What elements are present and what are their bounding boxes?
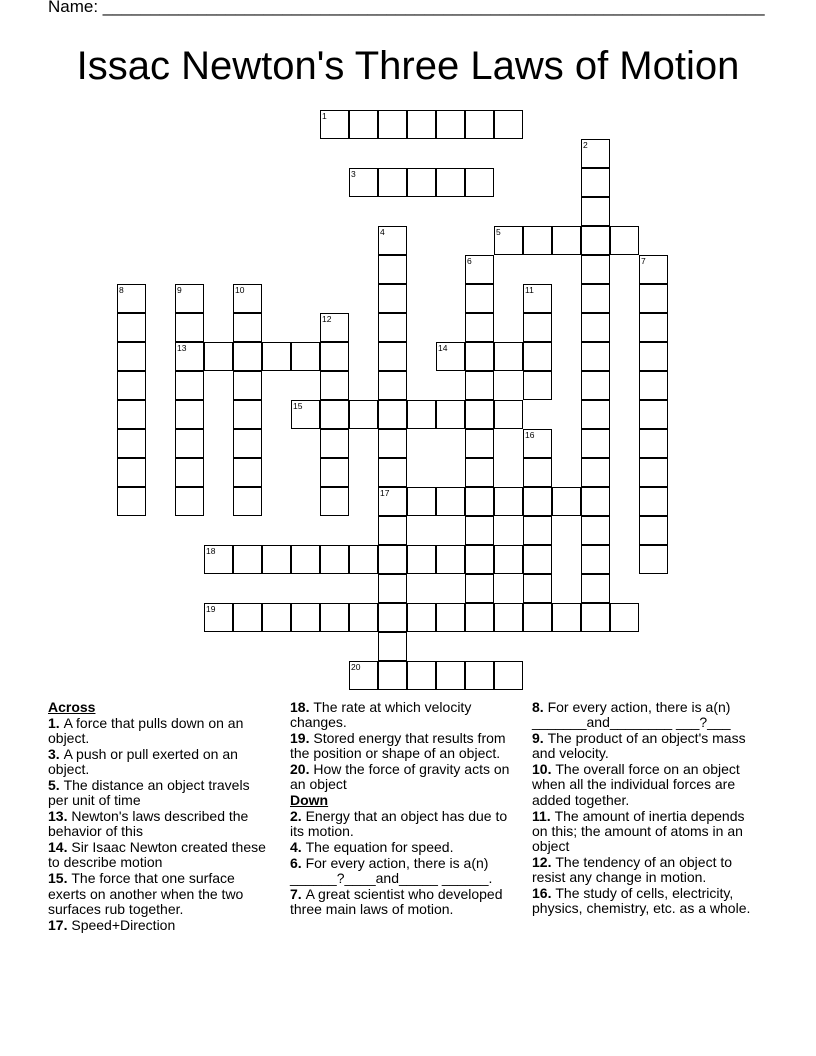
crossword-cell[interactable] [407, 400, 436, 429]
clue-number-8: 8 [119, 285, 124, 295]
crossword-cell[interactable] [436, 545, 465, 574]
crossword-cell[interactable] [581, 603, 610, 632]
down-clue-10: 10. The overall force on an object when all the individual forces are added together. [532, 761, 740, 808]
crossword-cell[interactable] [610, 603, 639, 632]
across-clue-17: 17. Speed+Direction [48, 916, 176, 933]
crossword-cell[interactable] [378, 313, 407, 342]
crossword-cell[interactable] [581, 371, 610, 400]
crossword-cell[interactable] [523, 487, 552, 516]
clue-number-14: 14 [438, 343, 448, 353]
crossword-cell[interactable] [465, 574, 494, 603]
crossword-cell[interactable] [436, 661, 465, 690]
crossword-cell[interactable] [320, 458, 349, 487]
crossword-cell[interactable] [639, 429, 668, 458]
crossword-cell[interactable] [320, 487, 349, 516]
crossword-cell[interactable] [320, 110, 349, 139]
crossword-cell[interactable] [639, 342, 668, 371]
crossword-cell[interactable] [378, 632, 407, 661]
down-heading: Down [290, 792, 329, 809]
clues-column-1 [48, 700, 270, 933]
crossword-cell[interactable] [291, 400, 320, 429]
crossword-cell[interactable] [349, 603, 378, 632]
clue-number-10: 10 [235, 285, 245, 295]
crossword-cell[interactable] [494, 342, 523, 371]
crossword-cell[interactable] [407, 603, 436, 632]
crossword-cell[interactable] [639, 545, 668, 574]
across-clue-14: 14. Sir Isaac Newton created these to describe motion [48, 839, 266, 871]
crossword-cell[interactable] [378, 342, 407, 371]
crossword-cell[interactable] [233, 313, 262, 342]
across-clue-3: 3. A push or pull exerted on an object. [48, 745, 238, 778]
crossword-cell[interactable] [175, 429, 204, 458]
crossword-cell[interactable] [407, 110, 436, 139]
clue-number-9: 9 [177, 285, 182, 295]
crossword-cell[interactable] [204, 545, 233, 574]
crossword-cell[interactable] [465, 255, 494, 284]
crossword-cell[interactable] [233, 487, 262, 516]
crossword-cell[interactable] [523, 545, 552, 574]
crossword-cell[interactable] [407, 487, 436, 516]
clue-number-18: 18 [206, 546, 216, 556]
crossword-cell[interactable] [523, 516, 552, 545]
crossword-cell[interactable] [465, 342, 494, 371]
crossword-cell[interactable] [581, 284, 610, 313]
crossword-cell[interactable] [175, 487, 204, 516]
crossword-cell[interactable] [349, 545, 378, 574]
crossword-cell[interactable] [320, 545, 349, 574]
down-clue-6: 6. For every action, there is a(n) ______?____and_____ ______. [290, 854, 493, 887]
crossword-cell[interactable] [117, 371, 146, 400]
crossword-cell[interactable] [581, 197, 610, 226]
crossword-cell[interactable] [552, 487, 581, 516]
crossword-cell[interactable] [378, 574, 407, 603]
clues-column-3 [532, 700, 754, 917]
crossword-cell[interactable] [436, 110, 465, 139]
crossword-cell[interactable] [465, 661, 494, 690]
crossword-cell[interactable] [494, 110, 523, 139]
crossword-cell[interactable] [320, 429, 349, 458]
clue-number-15: 15 [293, 401, 303, 411]
crossword-cell[interactable] [610, 226, 639, 255]
crossword-cell[interactable] [465, 458, 494, 487]
crossword-cell[interactable] [407, 661, 436, 690]
crossword-cell[interactable] [494, 400, 523, 429]
crossword-cell[interactable] [639, 400, 668, 429]
crossword-cell[interactable] [175, 400, 204, 429]
crossword-cell[interactable] [465, 516, 494, 545]
crossword-cell[interactable] [378, 284, 407, 313]
crossword-cell[interactable] [465, 313, 494, 342]
crossword-cell[interactable] [465, 429, 494, 458]
crossword-cell[interactable] [436, 342, 465, 371]
crossword-cell[interactable] [465, 603, 494, 632]
crossword-cell[interactable] [581, 342, 610, 371]
crossword-cell[interactable] [523, 226, 552, 255]
crossword-cell[interactable] [552, 603, 581, 632]
clue-number-7: 7 [641, 256, 646, 266]
crossword-cell[interactable] [117, 429, 146, 458]
crossword-cell[interactable] [639, 255, 668, 284]
crossword-cell[interactable] [117, 458, 146, 487]
crossword-cell[interactable] [581, 458, 610, 487]
crossword-cell[interactable] [523, 603, 552, 632]
crossword-cell[interactable] [639, 458, 668, 487]
crossword-cell[interactable] [465, 110, 494, 139]
across-clue-5: 5. The distance an object travels per unit of time [48, 776, 250, 809]
down-clue-9: 9. The product of an object's mass and velocity. [532, 730, 746, 762]
crossword-cell[interactable] [378, 400, 407, 429]
crossword-cell[interactable] [175, 342, 204, 371]
crossword-cell[interactable] [233, 284, 262, 313]
crossword-cell[interactable] [175, 284, 204, 313]
across-clue-1: 1. A force that pulls down on an object. [48, 714, 244, 747]
crossword-cell[interactable] [465, 487, 494, 516]
clue-number-2: 2 [583, 140, 588, 150]
crossword-cell[interactable] [581, 487, 610, 516]
crossword-cell[interactable] [349, 661, 378, 690]
clue-number-4: 4 [380, 227, 385, 237]
crossword-cell[interactable] [291, 603, 320, 632]
crossword-cell[interactable] [349, 168, 378, 197]
down-clue-8: 8. For every action, there is a(n) _______and________ ___?___ [532, 699, 731, 731]
crossword-cell[interactable] [581, 574, 610, 603]
crossword-cell[interactable] [233, 371, 262, 400]
clue-number-1: 1 [322, 111, 327, 121]
across-clue-19: 19. Stored energy that results from the position or shape of an object. [290, 730, 506, 762]
crossword-cell[interactable] [378, 110, 407, 139]
page-title: Issac Newton's Three Laws of Motion [76, 44, 740, 88]
crossword-cell[interactable] [581, 400, 610, 429]
crossword-cell[interactable] [552, 226, 581, 255]
crossword-cell[interactable] [233, 400, 262, 429]
crossword-cell[interactable] [233, 545, 262, 574]
crossword-cell[interactable] [407, 168, 436, 197]
crossword-cell[interactable] [436, 603, 465, 632]
crossword-cell[interactable] [378, 255, 407, 284]
crossword-cell[interactable] [349, 110, 378, 139]
crossword-cell[interactable] [581, 545, 610, 574]
across-heading: Across [48, 699, 96, 715]
down-clue-4: 4. The equation for speed. [290, 839, 454, 856]
crossword-cell[interactable] [378, 458, 407, 487]
crossword-cell[interactable] [117, 342, 146, 371]
crossword-cell[interactable] [523, 574, 552, 603]
clues-column-2 [290, 700, 512, 918]
crossword-cell[interactable] [378, 516, 407, 545]
crossword-cell[interactable] [320, 400, 349, 429]
crossword-cell[interactable] [117, 487, 146, 516]
crossword-cell[interactable] [204, 603, 233, 632]
crossword-cell[interactable] [581, 168, 610, 197]
crossword-cell[interactable] [523, 458, 552, 487]
crossword-cell[interactable] [494, 226, 523, 255]
crossword-cell[interactable] [523, 342, 552, 371]
crossword-cell[interactable] [523, 284, 552, 313]
crossword-cell[interactable] [233, 458, 262, 487]
crossword-cell[interactable] [639, 284, 668, 313]
crossword-cell[interactable] [407, 545, 436, 574]
crossword-cell[interactable] [262, 342, 291, 371]
crossword-cell[interactable] [581, 255, 610, 284]
crossword-cell[interactable] [465, 545, 494, 574]
crossword-cell[interactable] [378, 603, 407, 632]
name-field-label: Name: ______________________________________________________________________ [48, 0, 765, 16]
crossword-cell[interactable] [117, 313, 146, 342]
across-clue-18: 18. The rate at which velocity changes. [290, 699, 472, 731]
crossword-cell[interactable] [233, 603, 262, 632]
crossword-cell[interactable] [494, 661, 523, 690]
clue-number-17: 17 [380, 488, 390, 498]
crossword-cell[interactable] [378, 545, 407, 574]
crossword-cell[interactable] [320, 342, 349, 371]
crossword-cell[interactable] [378, 661, 407, 690]
clue-number-12: 12 [322, 314, 332, 324]
crossword-cell[interactable] [262, 603, 291, 632]
crossword-cell[interactable] [175, 458, 204, 487]
clue-number-5: 5 [496, 227, 501, 237]
clue-number-13: 13 [177, 343, 187, 353]
crossword-cell[interactable] [378, 226, 407, 255]
clue-number-20: 20 [351, 662, 361, 672]
crossword-cell[interactable] [262, 545, 291, 574]
crossword-cell[interactable] [639, 487, 668, 516]
down-clue-12: 12. The tendency of an object to resist any change in motion. [532, 853, 733, 886]
crossword-cell[interactable] [117, 284, 146, 313]
crossword-cell[interactable] [465, 284, 494, 313]
crossword-cell[interactable] [233, 342, 262, 371]
clue-number-3: 3 [351, 169, 356, 179]
crossword-cell[interactable] [117, 400, 146, 429]
crossword-cell[interactable] [436, 400, 465, 429]
down-clue-2: 2. Energy that an object has due to its motion. [290, 808, 508, 840]
crossword-cell[interactable] [465, 371, 494, 400]
crossword-cell[interactable] [233, 429, 262, 458]
crossword-cell[interactable] [436, 168, 465, 197]
crossword-cell[interactable] [639, 313, 668, 342]
crossword-cell[interactable] [378, 371, 407, 400]
down-clue-16: 16. The study of cells, electricity, physics, chemistry, etc. as a whole. [532, 885, 751, 917]
down-clue-11: 11. The amount of inertia depends on this; the amount of atoms in an object [532, 807, 745, 855]
clue-number-11: 11 [525, 285, 534, 295]
clue-number-16: 16 [525, 430, 535, 440]
crossword-cell[interactable] [436, 487, 465, 516]
crossword-cell[interactable] [494, 487, 523, 516]
clue-number-19: 19 [206, 604, 216, 614]
crossword-cell[interactable] [175, 313, 204, 342]
crossword-cell[interactable] [349, 400, 378, 429]
across-clue-15: 15. The force that one surface exerts on another when the two surfaces rub together. [48, 870, 244, 917]
crossword-cell[interactable] [494, 545, 523, 574]
crossword-cell[interactable] [320, 603, 349, 632]
crossword-cell[interactable] [639, 371, 668, 400]
across-clue-13: 13. Newton's laws described the behavior of this [48, 808, 249, 840]
crossword-cell[interactable] [523, 371, 552, 400]
crossword-cell[interactable] [581, 226, 610, 255]
crossword-cell[interactable] [320, 371, 349, 400]
crossword-cell[interactable] [465, 400, 494, 429]
across-clue-20: 20. How the force of gravity acts on an object [290, 761, 510, 793]
crossword-cell[interactable] [639, 516, 668, 545]
crossword-cell[interactable] [581, 429, 610, 458]
crossword-cell[interactable] [175, 371, 204, 400]
clue-number-6: 6 [467, 256, 472, 266]
crossword-cell[interactable] [494, 603, 523, 632]
crossword-cell[interactable] [581, 516, 610, 545]
crossword-cell[interactable] [581, 313, 610, 342]
crossword-cell[interactable] [204, 342, 233, 371]
crossword-cell[interactable] [291, 545, 320, 574]
crossword-cell[interactable] [320, 313, 349, 342]
crossword-cell[interactable] [378, 168, 407, 197]
crossword-cell[interactable] [378, 429, 407, 458]
crossword-cell[interactable] [291, 342, 320, 371]
crossword-cell[interactable] [378, 487, 407, 516]
crossword-cell[interactable] [465, 168, 494, 197]
crossword-cell[interactable] [523, 313, 552, 342]
crossword-cell[interactable] [523, 429, 552, 458]
down-clue-7: 7. A great scientist who developed three main laws of motion. [290, 886, 503, 918]
crossword-cell[interactable] [581, 139, 610, 168]
